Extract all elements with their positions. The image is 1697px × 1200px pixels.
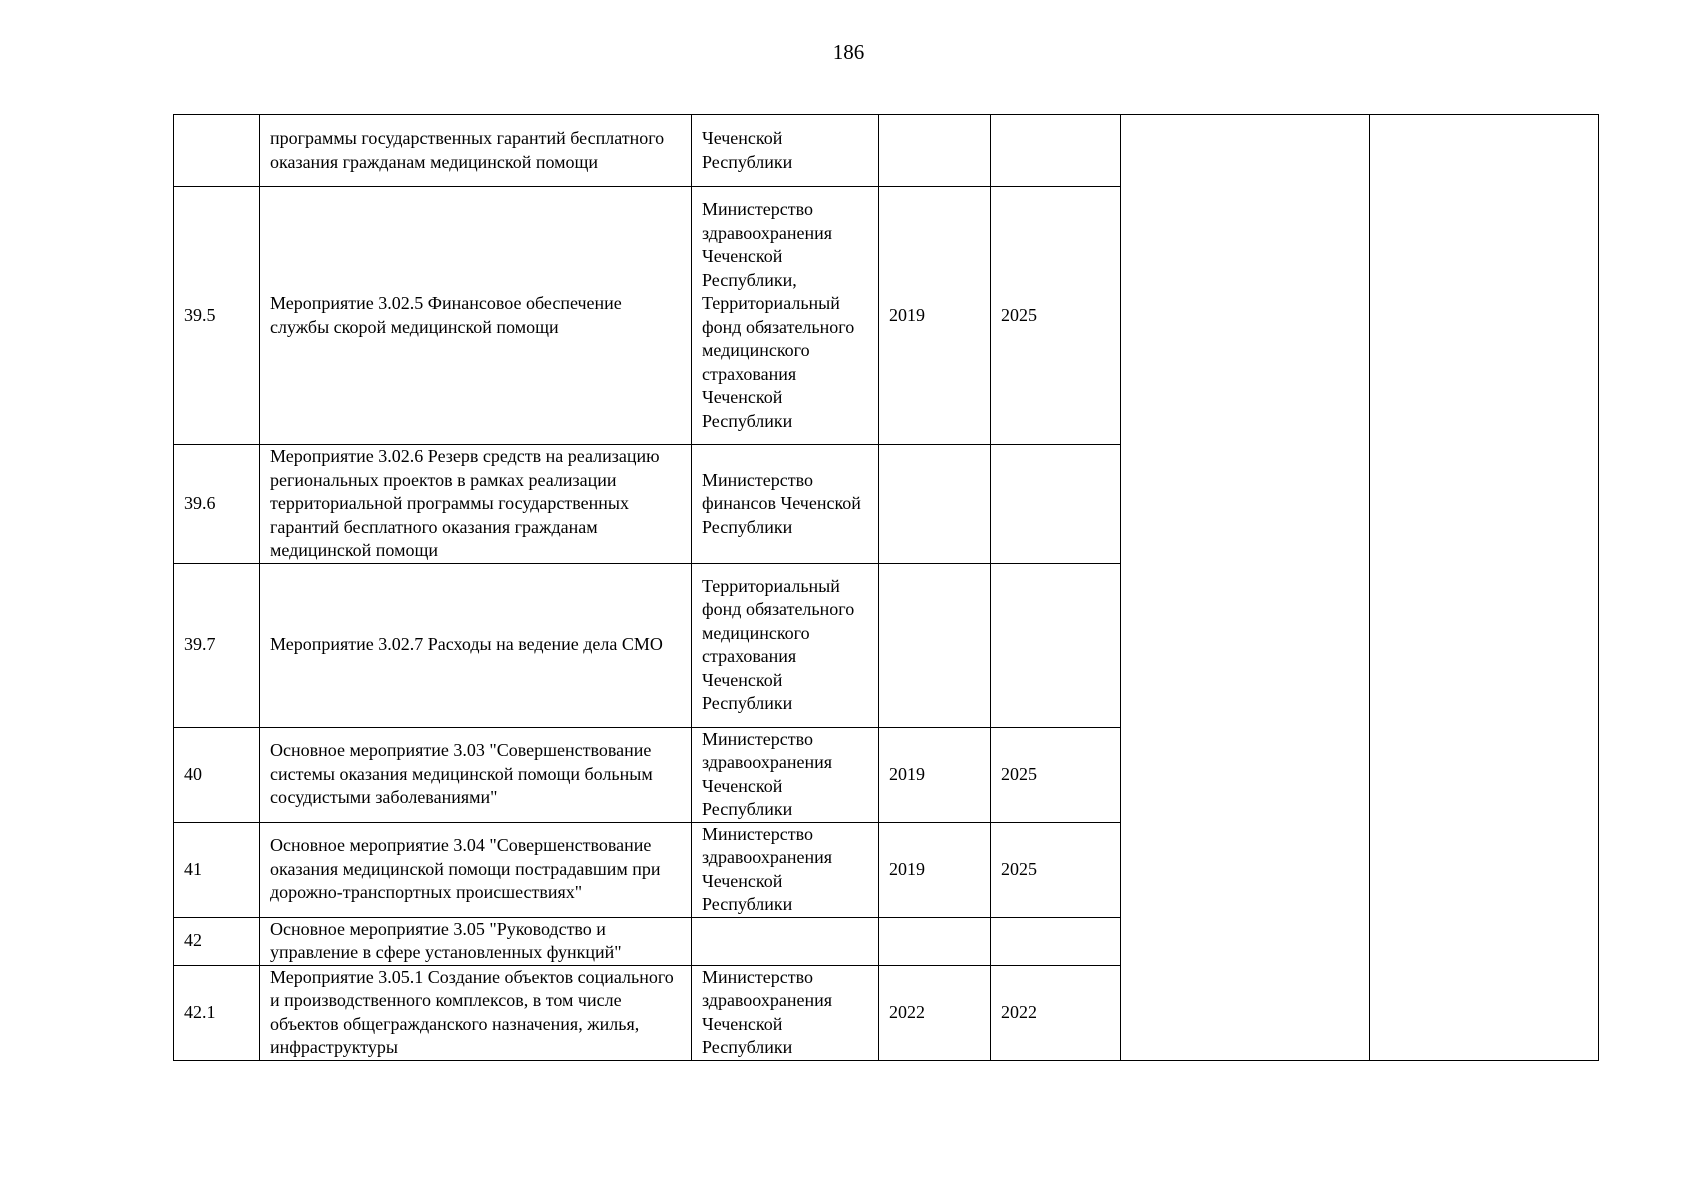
executor: Министерство здравоохранения Чеченской Республики <box>692 965 879 1060</box>
end-year <box>991 917 1121 965</box>
executor: Министерство здравоохранения Чеченской Республики, Территориальный фонд обязательного медицинского страхования Чеченской Республики <box>692 187 879 445</box>
executor <box>692 917 879 965</box>
activity-name: Основное мероприятие 3.05 "Руководство и управление в сфере установленных функций" <box>260 917 692 965</box>
start-year <box>879 563 991 727</box>
activity-name: программы государственных гарантий бесплатного оказания гражданам медицинской помощи <box>260 115 692 187</box>
start-year: 2019 <box>879 822 991 917</box>
row-number: 40 <box>174 727 260 822</box>
start-year: 2022 <box>879 965 991 1060</box>
executor: Министерство здравоохранения Чеченской Республики <box>692 727 879 822</box>
end-year: 2025 <box>991 727 1121 822</box>
start-year: 2019 <box>879 727 991 822</box>
row-number: 39.6 <box>174 445 260 564</box>
row-number: 41 <box>174 822 260 917</box>
activity-name: Основное мероприятие 3.03 "Совершенствование системы оказания медицинской помощи больным сосудистыми заболеваниями" <box>260 727 692 822</box>
merged-empty-cell <box>1121 115 1370 1061</box>
row-number: 39.5 <box>174 187 260 445</box>
merged-empty-cell <box>1370 115 1599 1061</box>
executor: Министерство финансов Чеченской Республики <box>692 445 879 564</box>
executor: Министерство здравоохранения Чеченской Республики <box>692 822 879 917</box>
page-number: 186 <box>832 40 865 64</box>
end-year: 2025 <box>991 187 1121 445</box>
row-number: 42 <box>174 917 260 965</box>
end-year <box>991 115 1121 187</box>
end-year <box>991 445 1121 564</box>
row-number: 39.7 <box>174 563 260 727</box>
end-year: 2025 <box>991 822 1121 917</box>
end-year <box>991 563 1121 727</box>
activity-name: Мероприятие 3.02.6 Резерв средств на реализацию региональных проектов в рамках реализации территориальной программы государственных гарантий бесплатного оказания гражданам медицинской помощи <box>260 445 692 564</box>
activity-name: Мероприятие 3.02.5 Финансовое обеспечение службы скорой медицинской помощи <box>260 187 692 445</box>
table-row <box>174 115 1599 187</box>
activity-name: Мероприятие 3.05.1 Создание объектов социального и производственного комплексов, в том числе объектов общегражданского назначения, жилья, инфраструктуры <box>260 965 692 1060</box>
start-year: 2019 <box>879 187 991 445</box>
row-number: 42.1 <box>174 965 260 1060</box>
activity-name: Мероприятие 3.02.7 Расходы на ведение дела СМО <box>260 563 692 727</box>
start-year <box>879 115 991 187</box>
end-year: 2022 <box>991 965 1121 1060</box>
start-year <box>879 917 991 965</box>
executor: Территориальный фонд обязательного медицинского страхования Чеченской Республики <box>692 563 879 727</box>
activities-table <box>173 114 1599 1061</box>
start-year <box>879 445 991 564</box>
activity-name: Основное мероприятие 3.04 "Совершенствование оказания медицинской помощи пострадавшим при дорожно-транспортных происшествиях" <box>260 822 692 917</box>
executor: Чеченской Республики <box>692 115 879 187</box>
row-number <box>174 115 260 187</box>
